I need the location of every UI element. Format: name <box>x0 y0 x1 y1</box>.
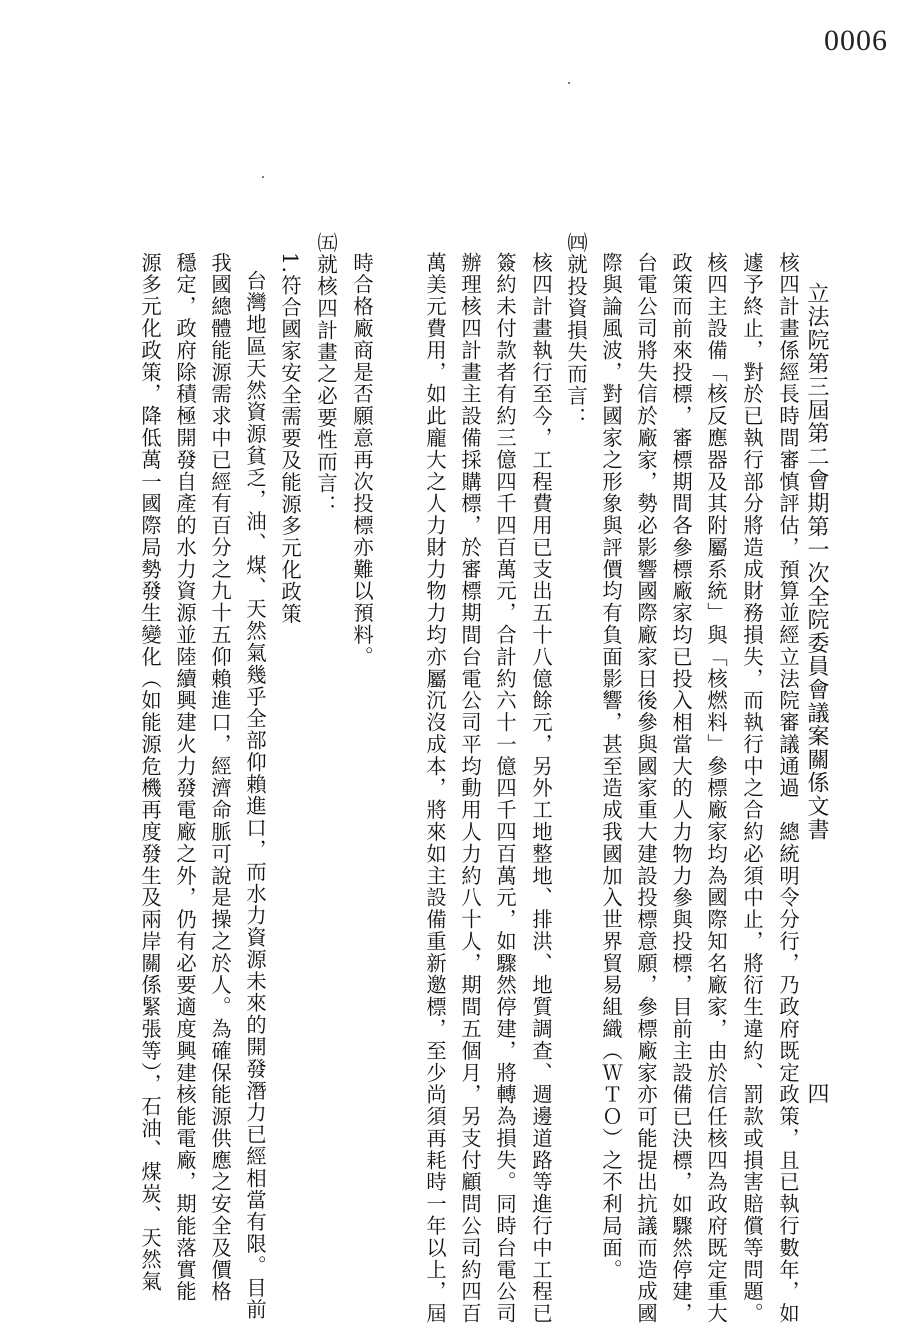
text-column: 際與論風波，對國家之形象與評價均有負面影響，甚至造成我國加入世界貿易組織（ＷＴＯ）之不利局面。 <box>599 252 623 1281</box>
text-column: 政策而前來投標，審標期間各參標廠家均已投入相當大的人力物力參與投標，目前主設備已決標，如驟然停建， <box>669 252 693 1325</box>
subsection-heading: 1.符合國家安全需要及能源多元化政策 <box>278 252 302 625</box>
text-column: 時合格廠商是否願意再次投標亦難以預料。 <box>350 252 374 668</box>
scan-speck <box>568 82 570 84</box>
page-cjk-number: 四 <box>804 1082 829 1104</box>
document-title: 立法院第三屆第二會期第一次全院委員會議案關係文書 <box>804 282 829 842</box>
text-column: 核四計畫執行至今，工程費用已支出五十八億餘元，另外工地整地、排洪、地質調查、週邊道路等進行中工程已 <box>529 252 553 1325</box>
text-column: 核四主設備「核反應器及其附屬系統」與「核燃料」參標廠家均為國際知名廠家，由於信任核四為政府既定重大 <box>704 252 728 1325</box>
section-heading: ㈣就投資損失而言： <box>564 232 588 430</box>
text-column: 辦理核四計畫主設備採購標，於審標期間台電公司平均動用人力約八十人，期間五個月，另支付顧問公司約四百 <box>458 252 482 1325</box>
section-heading: ㈤就核四計畫之必要性而言： <box>314 232 338 517</box>
text-column: 台灣地區天然資源貧乏，油、煤、天然氣幾乎全部仰賴進口，而水力資源未來的開發潛力已經相當有限。目前 <box>243 270 267 1321</box>
scan-speck <box>262 176 264 178</box>
page-number: 0006 <box>824 24 888 57</box>
text-column: 穩定，政府除積極開發自產的水力資源並陸續興建火力發電廠之外，仍有必要適度興建核能電廠，期能落實能 <box>173 252 197 1303</box>
text-column: 我國總體能源需求中已經有百分之九十五仰賴進口，經濟命脈可說是操之於人。為確保能源供應之安全及價格 <box>208 252 232 1303</box>
running-header <box>806 282 838 1222</box>
text-column: 源多元化政策，降低萬一國際局勢發生變化（如能源危機再度發生及兩岸關係緊張等），石油、煤炭、天然氣 <box>138 252 162 1293</box>
text-column: 簽約未付款者有約三億四千四百萬元，合計約六十一億四千四百萬元，如驟然停建，將轉為損失。同時台電公司 <box>493 252 517 1325</box>
text-column: 萬美元費用，如此龐大之人力財力物力均亦屬沉沒成本，將來如主設備重新邀標，至少尚須再耗時一年以上，屆 <box>423 252 447 1325</box>
text-column: 核四計畫係經長時間審慎評估，預算並經立法院審議通過 總統明令分行，乃政府既定政策，且已執行數年，如 <box>776 252 800 1325</box>
text-column: 台電公司將失信於廠家，勢必影響國際廠家日後參與國家重大建設投標意願，參標廠家亦可能提出抗議而造成國 <box>634 252 658 1325</box>
text-column: 遽予終止，對於已執行部分將造成財務損失，而執行中之合約必須中止，將衍生違約、罰款或損害賠償等問題。 <box>740 252 764 1325</box>
